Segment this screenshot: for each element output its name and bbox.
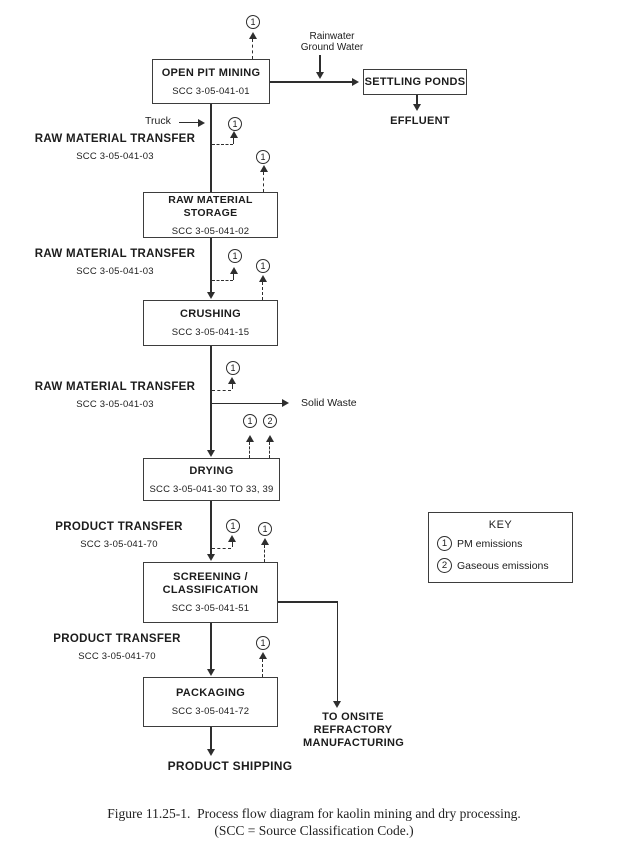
- pm-emission-number: 1: [247, 415, 253, 426]
- product-transfer-1-scc: SCC 3-05-041-70: [80, 539, 158, 550]
- crushing-title: CRUSHING: [179, 308, 242, 320]
- rainwater-arrowhead: [316, 72, 324, 79]
- emission-dash-pt1: [232, 542, 233, 547]
- pm-emission-number: 1: [260, 637, 266, 648]
- product-transfer-1-label: [39, 521, 199, 550]
- pm-emission-marker-rmt2: [228, 249, 242, 263]
- emission-arrow-rmt3: [228, 377, 236, 384]
- emission-arrow-screening: [261, 538, 269, 545]
- arrowhead-to-refractory: [333, 701, 341, 708]
- arrowhead-into-crushing: [207, 292, 215, 299]
- key-legend: [428, 512, 573, 583]
- ground-water-label: Ground Water: [300, 42, 364, 53]
- emission-arrow-packaging: [259, 652, 267, 659]
- flow-line-storage-to-crushing: [210, 238, 212, 292]
- branch-line-down-refractory: [337, 601, 339, 701]
- key-item-gaseous-label: Gaseous emissions: [457, 559, 549, 572]
- raw-material-transfer-2-scc: SCC 3-05-041-03: [76, 266, 154, 277]
- flow-line-openpit-to-settling: [270, 81, 353, 83]
- emission-dash-open-pit: [252, 39, 253, 59]
- emission-arrow-rmt1: [230, 131, 238, 138]
- pm-emission-number: 1: [260, 260, 266, 271]
- effluent-label: EFFLUENT: [390, 115, 450, 127]
- truck-label: Truck: [145, 115, 171, 127]
- arrowhead-to-product-shipping: [207, 749, 215, 756]
- raw-material-storage-scc: SCC 3-05-041-02: [171, 225, 250, 237]
- pm-emission-number: 1: [262, 523, 268, 534]
- pm-emission-marker-key: [437, 536, 452, 551]
- emission-arrow-drying-gaseous: [266, 435, 274, 442]
- figure-caption-line2: (SCC = Source Classification Code.): [214, 823, 414, 838]
- emission-arrow-storage: [260, 165, 268, 172]
- emission-elbow-rmt1: [212, 144, 233, 145]
- branch-line-screening-right: [278, 601, 338, 603]
- emission-dash-rmt1: [233, 138, 234, 144]
- product-transfer-2-scc: SCC 3-05-041-70: [78, 651, 156, 662]
- raw-material-transfer-1-label: [22, 133, 208, 162]
- pm-emission-marker-screening: [258, 522, 272, 536]
- flow-line-crushing-to-drying: [210, 346, 212, 450]
- figure-caption-line1: Figure 11.25-1. Process flow diagram for kaolin mining and dry processing.: [107, 806, 521, 821]
- pm-emission-number: 1: [232, 118, 238, 129]
- pm-emission-number: 1: [260, 151, 266, 162]
- emission-dash-packaging: [262, 659, 263, 677]
- flow-line-packaging-to-shipping: [210, 727, 212, 749]
- flow-line-drying-to-screening: [210, 501, 212, 554]
- product-transfer-1-title: PRODUCT TRANSFER: [55, 521, 183, 533]
- process-box-packaging: [143, 677, 278, 727]
- pm-emission-marker-rmt1: [228, 117, 242, 131]
- screening-scc: SCC 3-05-041-51: [171, 603, 250, 614]
- pm-emission-number: 1: [250, 16, 256, 27]
- pm-emission-number: 1: [230, 362, 236, 373]
- raw-material-transfer-1-title: RAW MATERIAL TRANSFER: [34, 133, 196, 145]
- pm-emission-number: 1: [230, 520, 236, 531]
- pm-emission-marker-crushing: [256, 259, 270, 273]
- gaseous-emission-number: 2: [267, 415, 273, 426]
- product-transfer-2-title: PRODUCT TRANSFER: [53, 633, 181, 645]
- key-item-pm-label: PM emissions: [457, 537, 523, 550]
- emission-elbow-rmt3: [212, 390, 231, 391]
- process-box-drying: [143, 458, 280, 501]
- emission-arrow-drying-pm: [246, 435, 254, 442]
- pm-emission-marker-pt1: [226, 519, 240, 533]
- raw-material-transfer-3-scc: SCC 3-05-041-03: [76, 399, 154, 410]
- pm-emission-number: 1: [232, 250, 238, 261]
- pm-emission-marker-storage: [256, 150, 270, 164]
- emission-arrow-rmt2: [230, 267, 238, 274]
- solid-waste-label: Solid Waste: [301, 397, 357, 409]
- process-box-crushing: [143, 300, 278, 346]
- gaseous-emission-marker-drying: [263, 414, 277, 428]
- emission-arrow-crushing: [259, 275, 267, 282]
- emission-elbow-rmt2: [212, 280, 233, 281]
- pm-emission-marker-drying: [243, 414, 257, 428]
- pm-emission-marker-open-pit: [246, 15, 260, 29]
- key-title: KEY: [488, 519, 513, 531]
- arrowhead-into-settling-ponds: [352, 78, 359, 86]
- emission-arrow-pt1: [228, 535, 236, 542]
- emission-dash-storage: [263, 172, 264, 192]
- process-box-raw-material-storage: [143, 192, 278, 238]
- emission-dash-drying-pm: [249, 442, 250, 458]
- pm-emission-number: 1: [441, 537, 448, 549]
- screening-title-line1: SCREENING /: [173, 571, 248, 583]
- raw-material-transfer-2-title: RAW MATERIAL TRANSFER: [34, 248, 196, 260]
- to-onsite-refractory-label: [303, 711, 403, 750]
- settling-ponds-title: SETTLING PONDS: [364, 75, 466, 88]
- flow-line-openpit-to-storage: [210, 104, 212, 192]
- packaging-scc: SCC 3-05-041-72: [171, 706, 250, 717]
- emission-elbow-pt1: [212, 548, 231, 549]
- gaseous-emission-number: 2: [441, 559, 448, 571]
- raw-material-transfer-3-label: [22, 381, 208, 410]
- pm-emission-marker-packaging: [256, 636, 270, 650]
- key-item-pm: [437, 536, 564, 551]
- emission-dash-crushing: [262, 282, 263, 300]
- arrowhead-to-effluent: [413, 104, 421, 111]
- arrowhead-into-packaging: [207, 669, 215, 676]
- to-onsite-line1: TO ONSITE: [322, 711, 384, 723]
- process-box-settling-ponds: [363, 69, 467, 95]
- product-transfer-2-label: [37, 633, 197, 662]
- emission-dash-rmt2: [233, 274, 234, 280]
- drying-title: DRYING: [189, 464, 234, 477]
- product-shipping-label: PRODUCT SHIPPING: [167, 759, 293, 773]
- open-pit-mining-title: OPEN PIT MINING: [161, 66, 261, 79]
- rainwater-groundwater-label: [291, 31, 373, 53]
- emission-dash-screening: [264, 545, 265, 562]
- drying-scc: SCC 3-05-041-30 TO 33, 39: [149, 483, 274, 495]
- packaging-title: PACKAGING: [175, 687, 246, 699]
- emission-dash-rmt3: [232, 384, 233, 389]
- flow-line-settling-to-effluent: [416, 95, 418, 104]
- to-onsite-line3: MANUFACTURING: [303, 737, 405, 749]
- raw-material-transfer-3-title: RAW MATERIAL TRANSFER: [34, 381, 196, 393]
- key-item-gaseous: [437, 558, 564, 573]
- gaseous-emission-marker-key: [437, 558, 452, 573]
- solid-waste-line: [212, 403, 283, 405]
- rainwater-label: Rainwater: [309, 31, 355, 42]
- rainwater-arrow-line: [319, 55, 321, 72]
- truck-arrow-line: [179, 122, 199, 124]
- arrowhead-into-screening: [207, 554, 215, 561]
- truck-arrowhead: [198, 119, 205, 127]
- raw-material-storage-title: RAW MATERIAL STORAGE: [168, 193, 253, 219]
- emission-dash-drying-gaseous: [269, 442, 270, 458]
- to-onsite-line2: REFRACTORY: [313, 724, 393, 736]
- flow-line-screening-to-packaging: [210, 623, 212, 669]
- process-box-open-pit-mining: [152, 59, 270, 104]
- screening-title-line2: CLASSIFICATION: [162, 584, 259, 596]
- arrowhead-into-drying: [207, 450, 215, 457]
- raw-material-transfer-1-scc: SCC 3-05-041-03: [76, 151, 154, 162]
- raw-material-transfer-2-label: [22, 248, 208, 277]
- emission-arrow-open-pit: [249, 32, 257, 39]
- open-pit-mining-scc: SCC 3-05-041-01: [172, 85, 250, 97]
- crushing-scc: SCC 3-05-041-15: [171, 327, 250, 338]
- process-box-screening-classification: [143, 562, 278, 623]
- pm-emission-marker-rmt3: [226, 361, 240, 375]
- solid-waste-arrowhead: [282, 399, 289, 407]
